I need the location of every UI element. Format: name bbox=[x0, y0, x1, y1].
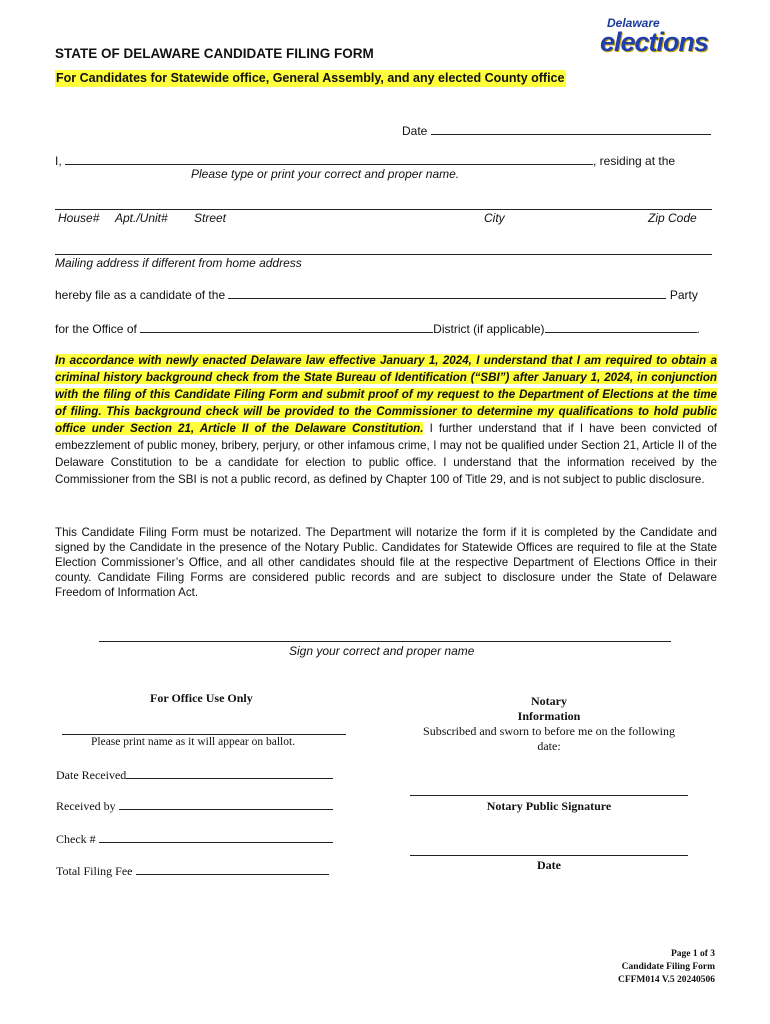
date-row bbox=[402, 122, 711, 138]
total-fee-row bbox=[56, 862, 329, 879]
received-by-field[interactable] bbox=[119, 797, 333, 810]
date-field[interactable] bbox=[431, 122, 711, 135]
footer-form-id: CFFM014 V.5 20240506 bbox=[617, 975, 715, 985]
address-zip-label: Zip Code bbox=[648, 211, 697, 225]
notary-title-line2: Information bbox=[517, 709, 581, 723]
i-label: I, bbox=[55, 154, 62, 168]
notarize-paragraph: This Candidate Filing Form must be notarized. The Department will notarize the form if it is completed by the Candidate and signed by the Candidate in the presence of the Notary Public. Candidates for Statewide Offices are required to file at the State Election Commissioner’s Office, and all other candidates should file at the respective Department of Elections Office in their county. Candidate Filing Forms are considered public records and are subject to disclosure under the State of Delaware Freedom of Information Act. bbox=[55, 526, 717, 599]
footer-page: Page 1 of 3 bbox=[670, 949, 715, 959]
name-hint: Please type or print your correct and proper name. bbox=[191, 167, 460, 181]
total-fee-label: Total Filing Fee bbox=[56, 864, 133, 878]
total-fee-field[interactable] bbox=[136, 862, 329, 875]
date-received-field[interactable] bbox=[126, 766, 333, 779]
home-address-field[interactable] bbox=[55, 209, 712, 210]
office-field[interactable] bbox=[140, 320, 433, 333]
district-end: . bbox=[696, 322, 700, 336]
background-check-statement bbox=[55, 352, 717, 488]
address-street-label: Street bbox=[194, 211, 227, 225]
notary-sworn-line1: Subscribed and sworn to before me on the following bbox=[423, 724, 675, 738]
name-row bbox=[55, 152, 675, 168]
check-label: Check # bbox=[56, 832, 96, 846]
party-field[interactable] bbox=[228, 286, 666, 299]
office-use-title: For Office Use Only bbox=[150, 691, 253, 705]
received-by-label: Received by bbox=[56, 799, 116, 813]
party-row bbox=[55, 286, 698, 302]
footer-form-name: Candidate Filing Form bbox=[621, 962, 715, 972]
notary-signature-field[interactable] bbox=[410, 795, 688, 796]
received-by-row bbox=[56, 797, 333, 814]
date-received-label: Date Received bbox=[56, 768, 127, 782]
logo-delaware-text: Delaware bbox=[607, 16, 660, 30]
form-title: STATE OF DELAWARE CANDIDATE FILING FORM bbox=[55, 46, 374, 61]
notary-sworn-line2: date: bbox=[537, 739, 561, 753]
ballot-name-field[interactable] bbox=[62, 734, 346, 735]
candidate-signature-field[interactable] bbox=[99, 641, 671, 642]
mailing-address-label: Mailing address if different from home address bbox=[55, 256, 302, 270]
party-label: Party bbox=[669, 288, 698, 302]
notary-date-field[interactable] bbox=[410, 855, 688, 856]
page-footer bbox=[618, 948, 715, 987]
file-prefix-label: hereby file as a candidate of the bbox=[55, 288, 226, 302]
logo-elections-text: elections bbox=[600, 27, 709, 57]
address-city-label: City bbox=[484, 211, 505, 225]
check-field[interactable] bbox=[99, 830, 333, 843]
signature-hint: Sign your correct and proper name bbox=[289, 644, 475, 658]
form-subtitle: For Candidates for Statewide office, General Assembly, and any elected County office bbox=[56, 71, 565, 85]
notary-sworn-text bbox=[400, 724, 698, 754]
notary-date-label: Date bbox=[537, 858, 561, 872]
notary-signature-label: Notary Public Signature bbox=[486, 799, 612, 813]
ballot-name-hint: Please print name as it will appear on ballot. bbox=[91, 736, 296, 748]
office-row bbox=[55, 320, 700, 336]
address-house-label: House# bbox=[58, 211, 100, 225]
district-label: District (if applicable) bbox=[433, 322, 545, 336]
notary-title bbox=[400, 694, 698, 724]
address-apt-label: Apt./Unit# bbox=[115, 211, 168, 225]
notary-title-line1: Notary bbox=[531, 694, 567, 708]
background-check-highlight: In accordance with newly enacted Delaware law effective January 1, 2024, I understand that I am required to obtain a criminal history background check from the State Bureau of Identification (“SBI”) after January 1, 2024, in conjunction with the filing of this Candidate Filing Form and submit proof of my request to the Department of Elections at the time of filing. This background check will be provided to the Commissioner to determine my qualifications to hold public office under Section 21, Article II of the Delaware Constitution. bbox=[55, 354, 717, 435]
residing-label: , residing at the bbox=[593, 154, 676, 168]
date-label: Date bbox=[402, 124, 428, 138]
mailing-address-field[interactable] bbox=[55, 254, 712, 255]
office-label: for the Office of bbox=[55, 322, 137, 336]
background-check-rest: I further understand that if I have been convicted of embezzlement of public money, bribery, perjury, or other infamous crime, I may not be qualified under Section 21, Article II of the Delaware Constitution to be a candidate for election to public office. I understand that the information received by the Commissioner from the SBI is not a public record, as defined by Chapter 100 of Title 29, and is not subject to public disclosure. bbox=[55, 422, 718, 486]
check-row bbox=[56, 830, 333, 847]
district-field[interactable] bbox=[545, 320, 697, 333]
candidate-name-field[interactable] bbox=[65, 152, 593, 165]
date-received-row bbox=[56, 766, 333, 783]
